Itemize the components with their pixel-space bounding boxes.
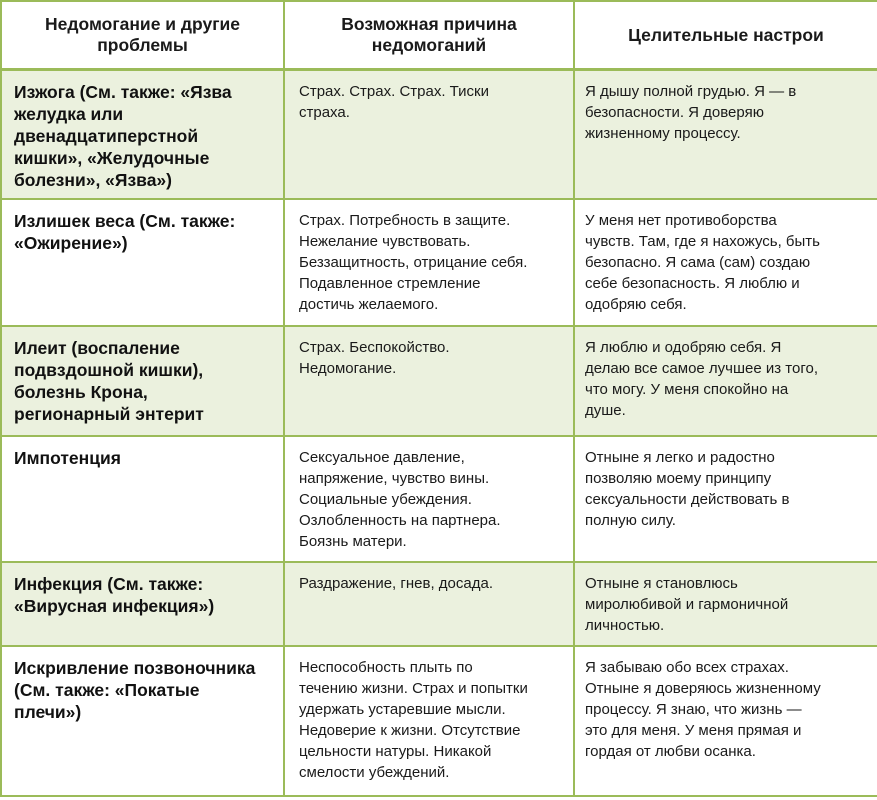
cause-cell <box>284 70 574 199</box>
healing-line: гордая от любви осанка. <box>585 742 756 760</box>
cause-cell <box>284 436 574 562</box>
cause-line: страха. <box>299 104 350 121</box>
problem-line: Импотенция <box>14 447 121 468</box>
header-problem <box>1 1 284 70</box>
healing-line: личностью. <box>585 616 665 634</box>
healing-line: сексуальности действовать в <box>585 490 790 508</box>
healing-line: миролюбивой и гармоничной <box>585 595 789 613</box>
problem-cell <box>1 326 284 436</box>
healing-line: Отныне я становлюсь <box>585 574 738 592</box>
cause-line: Сексуальное давление, <box>299 448 465 466</box>
header-healing <box>574 1 877 70</box>
problem-line: двенадцатиперстной <box>14 126 199 146</box>
healing-line: что могу. У меня спокойно на <box>585 380 789 398</box>
problem-line: болезнь Крона, <box>14 381 148 402</box>
healing-line: Я дышу полной грудью. Я — в <box>585 83 797 100</box>
cause-line: течению жизни. Страх и попытки <box>299 679 528 697</box>
healing-line: чувств. Там, где я нахожусь, быть <box>585 232 820 250</box>
header-text: недомоганий <box>371 35 487 55</box>
header-text: Недомогание и другие <box>45 14 240 34</box>
cause-line: удержать устаревшие мысли. <box>299 700 506 718</box>
healing-cell <box>574 70 877 199</box>
problem-line: болезни», «Язва») <box>14 170 172 190</box>
healing-cell <box>574 562 877 646</box>
healing-cell <box>574 646 877 796</box>
healing-line: Я забываю обо всех страхах. <box>585 658 789 676</box>
healing-line: У меня нет противоборства <box>585 211 777 229</box>
healing-cell <box>574 326 877 436</box>
header-text: проблемы <box>97 35 188 55</box>
problem-line: Инфекция (См. также: <box>14 573 204 594</box>
cause-line: Неспособность плыть по <box>299 658 473 676</box>
problem-line: «Вирусная инфекция») <box>14 595 215 616</box>
cause-line: Озлобленность на партнера. <box>299 511 501 529</box>
problem-line: кишки», «Желудочные <box>14 148 210 168</box>
problem-line: (См. также: «Покатые <box>14 679 200 700</box>
cause-line: достичь желаемого. <box>299 295 439 313</box>
healing-line: Отныне я легко и радостно <box>585 448 775 466</box>
problem-line: подвздошной кишки), <box>14 359 204 380</box>
cause-cell <box>284 199 574 326</box>
cause-line: Нежелание чувствовать. <box>299 232 471 250</box>
problem-cell <box>1 199 284 326</box>
healing-line: Я люблю и одобряю себя. Я <box>585 338 782 356</box>
cause-line: Недомогание. <box>299 359 397 377</box>
cause-line: Страх. Беспокойство. <box>299 338 450 356</box>
table-row <box>1 646 877 796</box>
cause-line: смелости убеждений. <box>299 763 450 781</box>
cause-line: цельности натуры. Никакой <box>299 742 492 760</box>
healing-line: душе. <box>585 401 626 419</box>
healing-line: это для меня. У меня прямая и <box>585 721 802 739</box>
problem-line: Искривление позвоночника <box>14 657 256 678</box>
problem-line: плечи») <box>14 701 82 722</box>
cause-line: Страх. Потребность в защите. <box>299 211 511 229</box>
table-row <box>1 436 877 562</box>
cause-line: Недоверие к жизни. Отсутствие <box>299 721 521 739</box>
problem-line: Изжога (См. также: «Язва <box>14 82 232 102</box>
cause-line: напряжение, чувство вины. <box>299 469 490 487</box>
healing-line: полную силу. <box>585 511 676 529</box>
problem-cell <box>1 70 284 199</box>
cause-line: Подавленное стремление <box>299 274 481 292</box>
cause-line: Страх. Страх. Страх. Тиски <box>299 83 489 100</box>
healing-line: процессу. Я знаю, что жизнь — <box>585 700 802 718</box>
cause-cell <box>284 562 574 646</box>
header-text: Целительные настрои <box>628 24 824 45</box>
problem-line: регионарный энтерит <box>14 403 204 424</box>
healing-cell <box>574 436 877 562</box>
problem-line: желудка или <box>14 104 124 124</box>
problem-line: Илеит (воспаление <box>14 337 180 358</box>
cause-line: Социальные убеждения. <box>299 490 472 508</box>
table-row <box>1 562 877 646</box>
healing-line: одобряю себя. <box>585 295 687 313</box>
healing-line: себе безопасность. Я люблю и <box>585 274 800 292</box>
healing-line: безопасности. Я доверяю <box>585 104 764 121</box>
problem-cell <box>1 436 284 562</box>
healing-line: Отныне я доверяюсь жизненному <box>585 679 821 697</box>
table-row <box>1 326 877 436</box>
healing-line: жизненному процессу. <box>585 125 741 142</box>
cause-line: Раздражение, гнев, досада. <box>299 574 493 592</box>
cause-cell <box>284 326 574 436</box>
header-text: Возможная причина <box>341 14 517 34</box>
problem-cell <box>1 646 284 796</box>
problem-cell <box>1 562 284 646</box>
header-row <box>1 1 877 70</box>
problem-line: Излишек веса (См. также: <box>14 210 236 231</box>
header-cause <box>284 1 574 70</box>
healing-line: позволяю моему принципу <box>585 469 772 487</box>
healing-line: безопасно. Я сама (сам) создаю <box>585 253 811 271</box>
problem-line: «Ожирение») <box>14 232 128 253</box>
cause-line: Боязнь матери. <box>299 532 407 550</box>
cause-line: Беззащитность, отрицание себя. <box>299 253 528 271</box>
table-row <box>1 70 877 199</box>
healing-line: делаю все самое лучшее из того, <box>585 359 818 377</box>
cause-cell <box>284 646 574 796</box>
healing-cell <box>574 199 877 326</box>
table-row <box>1 199 877 326</box>
